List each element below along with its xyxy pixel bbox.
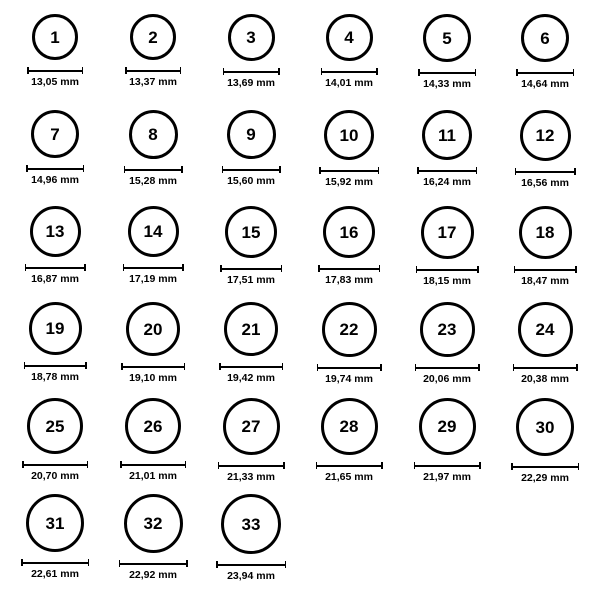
ring-circle-icon	[227, 110, 276, 159]
ring-measure	[21, 559, 89, 580]
ring-measure	[123, 264, 184, 285]
ring-size-cell	[6, 110, 104, 206]
ring-measure	[120, 461, 186, 482]
ring-measure	[415, 364, 480, 385]
ring-diameter-label: 20,70 mm	[31, 470, 79, 482]
ring-size-number: 31	[45, 513, 65, 533]
ring-diameter-label: 13,05 mm	[31, 76, 79, 88]
caliper-icon	[220, 265, 282, 272]
ring-circle-icon	[128, 206, 179, 257]
ring-diameter-label: 21,33 mm	[227, 471, 275, 483]
ring-size-number: 2	[148, 27, 158, 47]
ring-circle-icon	[124, 494, 183, 553]
ring-size-cell	[104, 302, 202, 398]
ring-measure	[222, 166, 281, 187]
ring-diameter-label: 15,28 mm	[129, 175, 177, 187]
ring-size-number: 24	[535, 320, 555, 339]
ring-size-cell	[6, 14, 104, 110]
ring-circle-icon	[223, 398, 280, 455]
ring-diameter-label: 23,94 mm	[227, 570, 275, 582]
ring-diameter-label: 21,97 mm	[423, 471, 471, 483]
ring-size-cell	[496, 398, 594, 494]
caliper-icon	[514, 266, 577, 273]
ring-size-cell	[398, 302, 496, 398]
ring-measure	[216, 561, 286, 582]
ring-measure	[218, 462, 285, 483]
ring-circle-icon	[225, 206, 277, 258]
caliper-icon	[417, 167, 477, 174]
ring-circle-icon	[326, 14, 373, 61]
ring-diameter-label: 20,06 mm	[423, 373, 471, 385]
ring-diameter-label: 17,83 mm	[325, 274, 373, 286]
caliper-icon	[418, 69, 476, 76]
ring-measure	[124, 166, 183, 187]
ring-diameter-label: 14,96 mm	[31, 174, 79, 186]
caliper-icon	[24, 362, 87, 369]
ring-size-number: 18	[535, 223, 555, 242]
caliper-icon	[516, 69, 574, 76]
ring-size-cell	[6, 206, 104, 302]
ring-size-number: 20	[143, 319, 163, 339]
caliper-icon	[125, 67, 181, 74]
ring-diameter-label: 14,33 mm	[423, 78, 471, 90]
ring-size-number: 16	[339, 222, 359, 242]
ring-size-cell	[300, 14, 398, 110]
ring-diameter-label: 16,56 mm	[521, 177, 569, 189]
ring-size-cell	[496, 302, 594, 398]
ring-circle-icon	[516, 398, 574, 456]
ring-diameter-label: 18,15 mm	[423, 275, 471, 287]
ring-circle-icon	[321, 398, 378, 455]
ring-size-number: 33	[241, 514, 261, 534]
ring-measure	[515, 168, 576, 189]
caliper-icon	[22, 461, 88, 468]
ring-circle-icon	[125, 398, 181, 454]
ring-size-cell	[6, 302, 104, 398]
ring-size-number: 4	[344, 28, 354, 47]
ring-size-number: 1	[50, 27, 60, 47]
caliper-icon	[321, 68, 378, 75]
ring-diameter-label: 16,87 mm	[31, 273, 79, 285]
ring-circle-icon	[421, 206, 474, 259]
ring-measure	[24, 362, 87, 383]
ring-diameter-label: 22,92 mm	[129, 569, 177, 581]
ring-size-number: 7	[50, 124, 60, 144]
ring-measure	[316, 462, 383, 483]
ring-size-cell	[6, 398, 104, 494]
ring-diameter-label: 18,78 mm	[31, 371, 79, 383]
ring-diameter-label: 16,24 mm	[423, 176, 471, 188]
caliper-icon	[218, 462, 285, 469]
ring-circle-icon	[30, 206, 81, 257]
ring-circle-icon	[32, 14, 78, 60]
ring-diameter-label: 20,38 mm	[521, 373, 569, 385]
ring-size-cell	[202, 302, 300, 398]
ring-size-cell	[398, 14, 496, 110]
ring-size-cell	[398, 110, 496, 206]
ring-diameter-label: 18,47 mm	[521, 275, 569, 287]
ring-size-cell	[104, 206, 202, 302]
ring-circle-icon	[228, 14, 275, 61]
ring-measure	[119, 560, 188, 581]
ring-size-number: 3	[246, 28, 256, 47]
caliper-icon	[222, 166, 281, 173]
ring-circle-icon	[422, 110, 472, 160]
ring-diameter-label: 13,69 mm	[227, 77, 275, 89]
caliper-icon	[26, 165, 84, 172]
ring-circle-icon	[27, 398, 83, 454]
ring-diameter-label: 21,01 mm	[129, 470, 177, 482]
ring-size-number: 21	[241, 319, 261, 339]
ring-measure	[318, 265, 380, 286]
caliper-icon	[317, 364, 382, 371]
caliper-icon	[513, 364, 578, 371]
ring-size-number: 8	[148, 125, 158, 144]
ring-measure	[26, 165, 84, 186]
ring-circle-icon	[130, 14, 176, 60]
ring-measure	[121, 363, 185, 384]
ring-circle-icon	[129, 110, 178, 159]
ring-measure	[514, 266, 577, 287]
caliper-icon	[219, 363, 283, 370]
ring-diameter-label: 13,37 mm	[129, 76, 177, 88]
ring-circle-icon	[519, 206, 572, 259]
ring-circle-icon	[423, 14, 471, 62]
ring-size-cell	[202, 14, 300, 110]
caliper-icon	[25, 264, 86, 271]
ring-size-number: 27	[241, 417, 261, 436]
ring-size-cell	[300, 206, 398, 302]
ring-diameter-label: 17,19 mm	[129, 273, 177, 285]
ring-measure	[125, 67, 181, 88]
ring-size-number: 15	[241, 222, 261, 242]
caliper-icon	[415, 364, 480, 371]
ring-size-number: 12	[535, 126, 555, 145]
ring-measure	[317, 364, 382, 385]
ring-size-number: 9	[246, 125, 256, 144]
ring-size-cell	[104, 494, 202, 590]
ring-size-number: 25	[45, 416, 65, 436]
ring-measure	[220, 265, 282, 286]
ring-circle-icon	[521, 14, 569, 62]
caliper-icon	[124, 166, 183, 173]
caliper-icon	[119, 560, 188, 567]
ring-diameter-label: 15,60 mm	[227, 175, 275, 187]
ring-circle-icon	[324, 110, 374, 160]
ring-diameter-label: 14,64 mm	[521, 78, 569, 90]
ring-diameter-label: 19,42 mm	[227, 372, 275, 384]
ring-measure	[219, 363, 283, 384]
ring-size-cell	[398, 398, 496, 494]
ring-size-number: 23	[437, 320, 457, 339]
ring-circle-icon	[29, 302, 82, 355]
ring-size-number: 17	[437, 223, 457, 242]
ring-measure	[22, 461, 88, 482]
ring-diameter-label: 21,65 mm	[325, 471, 373, 483]
ring-diameter-label: 19,74 mm	[325, 373, 373, 385]
ring-size-number: 19	[45, 319, 65, 338]
caliper-icon	[21, 559, 89, 566]
ring-circle-icon	[322, 302, 377, 357]
ring-circle-icon	[221, 494, 281, 554]
ring-size-number: 11	[438, 125, 456, 145]
ring-measure	[511, 463, 579, 484]
caliper-icon	[414, 462, 481, 469]
caliper-icon	[121, 363, 185, 370]
caliper-icon	[223, 68, 280, 75]
ring-diameter-label: 22,61 mm	[31, 568, 79, 580]
caliper-icon	[216, 561, 286, 568]
ring-size-number: 26	[143, 416, 163, 436]
ring-measure	[416, 266, 479, 287]
ring-size-number: 6	[540, 28, 550, 48]
ring-size-cell	[202, 494, 300, 590]
ring-size-cell	[300, 398, 398, 494]
ring-size-cell	[202, 206, 300, 302]
ring-measure	[418, 69, 476, 90]
ring-size-cell	[398, 206, 496, 302]
ring-size-cell	[496, 14, 594, 110]
ring-circle-icon	[518, 302, 573, 357]
ring-size-number: 22	[339, 320, 359, 339]
ring-size-number: 28	[339, 417, 359, 436]
ring-measure	[513, 364, 578, 385]
ring-size-cell	[104, 110, 202, 206]
ring-diameter-label: 19,10 mm	[129, 372, 177, 384]
ring-measure	[319, 167, 379, 188]
ring-measure	[27, 67, 83, 88]
ring-size-number: 14	[143, 222, 163, 241]
ring-size-number: 10	[339, 125, 359, 145]
ring-size-cell	[496, 206, 594, 302]
caliper-icon	[316, 462, 383, 469]
ring-diameter-label: 14,01 mm	[325, 77, 373, 89]
caliper-icon	[318, 265, 380, 272]
ring-diameter-label: 17,51 mm	[227, 274, 275, 286]
ring-size-number: 32	[143, 514, 163, 533]
caliper-icon	[120, 461, 186, 468]
ring-measure	[414, 462, 481, 483]
ring-size-number: 29	[437, 417, 457, 436]
ring-diameter-label: 22,29 mm	[521, 472, 569, 484]
ring-size-cell	[104, 398, 202, 494]
ring-measure	[25, 264, 86, 285]
ring-size-number: 30	[535, 417, 555, 437]
ring-size-number: 13	[45, 222, 65, 241]
caliper-icon	[123, 264, 184, 271]
caliper-icon	[319, 167, 379, 174]
ring-size-grid	[6, 14, 594, 590]
ring-circle-icon	[520, 110, 571, 161]
ring-size-cell	[300, 110, 398, 206]
caliper-icon	[27, 67, 83, 74]
caliper-icon	[416, 266, 479, 273]
ring-size-cell	[104, 14, 202, 110]
ring-circle-icon	[126, 302, 180, 356]
ring-circle-icon	[419, 398, 476, 455]
ring-size-cell	[496, 110, 594, 206]
ring-measure	[223, 68, 280, 89]
ring-measure	[516, 69, 574, 90]
caliper-icon	[515, 168, 576, 175]
ring-size-cell	[300, 302, 398, 398]
ring-diameter-label: 15,92 mm	[325, 176, 373, 188]
ring-circle-icon	[224, 302, 278, 356]
ring-measure	[417, 167, 477, 188]
ring-measure	[321, 68, 378, 89]
ring-size-number: 5	[442, 28, 452, 48]
caliper-icon	[511, 463, 579, 470]
ring-circle-icon	[31, 110, 79, 158]
ring-size-cell	[202, 110, 300, 206]
ring-size-cell	[6, 494, 104, 590]
ring-circle-icon	[26, 494, 84, 552]
ring-size-cell	[202, 398, 300, 494]
ring-circle-icon	[420, 302, 475, 357]
ring-circle-icon	[323, 206, 375, 258]
